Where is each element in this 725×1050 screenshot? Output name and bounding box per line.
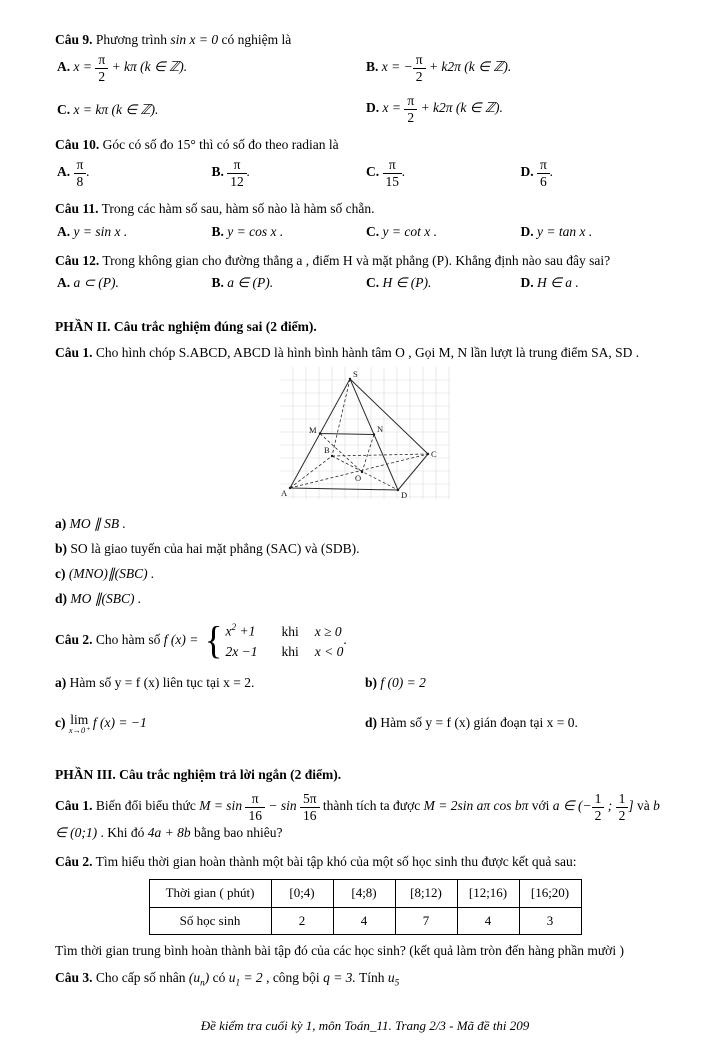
part2-question-2 <box>55 621 675 743</box>
case-keyword: khi <box>281 623 299 639</box>
question-11-text: Trong các hàm số sau, hàm số nào là hàm số chẵn. <box>101 201 375 217</box>
part3-question-1 <box>55 791 675 845</box>
table-row <box>149 880 581 907</box>
statement-key: c) <box>55 565 66 581</box>
question-11-stem <box>55 199 675 218</box>
option-formula: $\frac{\pi}{12}$ . <box>227 164 250 179</box>
option-key: A. <box>57 274 71 290</box>
question-12-option-d <box>521 273 676 292</box>
question-12-stem <box>55 251 675 270</box>
part2-q1-label: Câu 1. <box>55 345 93 361</box>
question-11-option-c <box>366 222 521 241</box>
part3-q2-label: Câu 2. <box>55 854 93 870</box>
interval-cell: [12;16) <box>457 880 519 907</box>
part3-question-3 <box>55 968 675 993</box>
option-key: C. <box>366 223 380 239</box>
option-key: D. <box>520 274 534 290</box>
page-footer: Đề kiểm tra cuối kỳ 1, môn Toán_11. Trang 2/3 - Mã đề thi 209 <box>200 1018 530 1034</box>
part2-q1-statement-d <box>55 589 675 608</box>
text-segment: có <box>209 969 229 985</box>
option-formula: $\frac{\pi}{6}$ . <box>537 164 553 179</box>
text-segment: Tính <box>355 969 388 985</box>
question-11-option-d <box>521 222 676 241</box>
figure-label-d: D <box>401 490 408 500</box>
part2-q2-label: Câu 2. <box>55 632 93 648</box>
part2-q1-statement-a <box>55 514 675 533</box>
statement-text: MO ∥(SBC) . <box>70 590 142 606</box>
option-key: A. <box>57 164 71 180</box>
question-10-label: Câu 10. <box>55 137 100 153</box>
part2-q1-statement-b <box>55 539 675 558</box>
statement-key: c) <box>55 715 66 731</box>
part3-q2-text: Tìm hiểu thời gian hoàn thành một bài tập khó của một số học sinh thu được kết quả sau: <box>95 854 577 870</box>
part2-q2-stem <box>55 621 675 661</box>
question-12 <box>55 251 675 295</box>
part2-q2-statements <box>55 667 675 741</box>
part2-question-1 <box>55 343 675 614</box>
statement-key: d) <box>365 715 378 731</box>
figure-label-c: C <box>431 449 437 460</box>
statement-text: MO ∥ SB . <box>69 515 126 531</box>
question-9-stem <box>55 30 675 49</box>
part2-q2-statement-c <box>55 713 365 735</box>
option-key: C. <box>57 101 71 117</box>
option-formula: H ∈ (P). <box>382 274 432 290</box>
part3-question-2 <box>55 852 675 960</box>
option-formula: y = tan x . <box>537 223 593 239</box>
part2-q1-stem <box>55 343 675 362</box>
question-12-option-b <box>212 273 367 292</box>
table-row <box>149 907 581 934</box>
statement-key: a) <box>55 515 67 531</box>
statement-text: SO là giao tuyến của hai mặt phẳng (SAC) và (SDB). <box>70 540 360 556</box>
option-key: B. <box>366 59 379 75</box>
option-key: D. <box>520 223 534 239</box>
question-10-options <box>57 157 675 189</box>
formula-segment: $u_5$ <box>387 969 400 988</box>
formula-segment: M = sin $\frac{\pi}{16}$ − sin $\frac{5\pi}{16}$ <box>199 798 319 813</box>
part3-q2-stem <box>55 852 675 871</box>
question-10-option-c <box>366 157 521 189</box>
question-12-text: Trong không gian cho đường thẳng a , điểm H và mặt phẳng (P). Khẳng định nào sau đây sai? <box>102 252 611 268</box>
option-formula: y = cot x . <box>382 223 437 239</box>
interval-cell: [16;20) <box>519 880 581 907</box>
option-formula: a ∈ (P). <box>227 274 274 290</box>
part2-q2-statement-b <box>365 673 675 692</box>
option-formula: x = $\frac{\pi}{2}$ + k2π (k ∈ ℤ). <box>382 93 503 125</box>
time-frequency-table <box>149 879 582 935</box>
option-formula: x = − $\frac{\pi}{2}$ + k2π (k ∈ ℤ). <box>381 52 512 84</box>
case-expression: $x^2 +1$ <box>225 622 256 639</box>
text-segment: Biến đổi biểu thức <box>95 798 200 814</box>
part3-q3-label: Câu 3. <box>55 969 93 985</box>
formula-segment: a ∈ (− $\frac{1}{2}$ ; $\frac{1}{2}$ ] <box>552 791 634 823</box>
case-row-1 <box>226 621 344 641</box>
question-10 <box>55 135 675 192</box>
case-column <box>225 621 347 661</box>
formula-segment: 4a + 8b <box>147 825 191 841</box>
formula-segment: $u_1 = 2$ <box>228 969 263 988</box>
option-formula: y = cos x . <box>227 223 284 239</box>
count-cell: 4 <box>333 907 395 934</box>
option-formula: a ⊂ (P). <box>73 274 119 290</box>
part2-q2-statement-d <box>365 713 675 735</box>
count-cell: 7 <box>395 907 457 934</box>
case-expression: 2x −1 <box>225 643 258 659</box>
statement-formula: f (0) = 2 <box>380 674 426 690</box>
option-key: B. <box>211 223 224 239</box>
formula-segment: b ∈ (0;1) <box>55 798 660 841</box>
option-key: D. <box>366 100 380 116</box>
interval-cell: [4;8) <box>333 880 395 907</box>
part2-q2-text: Cho hàm số <box>95 632 164 648</box>
statement-key: b) <box>55 540 68 556</box>
text-segment: bằng bao nhiêu? <box>190 825 283 841</box>
interval-cell: [8;12) <box>395 880 457 907</box>
part3-q2-question-text: Tìm thời gian trung bình hoàn thành bài tập đó của các học sinh? (kết quả làm tròn đến hàng phần mười ) <box>55 943 624 959</box>
option-formula: y = sin x . <box>73 223 128 239</box>
question-11 <box>55 199 675 243</box>
part2-q2-statement-a <box>55 673 365 692</box>
option-key: B. <box>211 274 224 290</box>
figure-label-b: B <box>324 445 330 456</box>
question-12-option-a <box>57 273 212 292</box>
text-segment: với <box>528 798 553 814</box>
piecewise-cases <box>204 619 347 663</box>
question-9-options <box>57 52 675 125</box>
part2-heading: PHẦN II. Câu trắc nghiệm đúng sai (2 điểm). <box>55 319 317 335</box>
statement-key: a) <box>55 674 67 690</box>
case-keyword: khi <box>281 643 299 659</box>
figure-label-m: M <box>309 425 317 436</box>
case-condition: x ≥ 0 <box>314 623 342 639</box>
formula-segment: M = 2sin aπ cos bπ <box>423 798 529 814</box>
figure-label-s: S <box>353 369 358 380</box>
part2-q1-text: Cho hình chóp S.ABCD, ABCD là hình bình hành tâm O , Gọi M, N lần lượt là trung điểm SA, SD . <box>95 345 640 361</box>
question-12-option-c <box>366 273 521 292</box>
option-key: A. <box>57 223 71 239</box>
question-9 <box>55 30 675 128</box>
formula-segment: $(u_n)$ <box>188 969 210 988</box>
count-cell: 4 <box>457 907 519 934</box>
question-9-option-b <box>366 52 675 84</box>
figure-label-o: O <box>355 473 362 484</box>
question-10-text: Góc có số đo 15° thì có số đo theo radian là <box>102 137 339 153</box>
statement-text: Hàm số y = f (x) gián đoạn tại x = 0. <box>380 715 578 731</box>
question-10-stem <box>55 135 675 154</box>
question-9-option-a <box>57 52 366 84</box>
part3-q1-label: Câu 1. <box>55 798 93 814</box>
option-key: C. <box>366 274 380 290</box>
option-formula: $\frac{\pi}{15}$ . <box>383 164 406 179</box>
question-12-options <box>57 273 675 292</box>
statement-key: b) <box>365 674 378 690</box>
question-10-option-b <box>212 157 367 189</box>
left-brace: { <box>204 619 223 663</box>
figure-label-a: A <box>281 488 288 499</box>
grid-horizontal-lines <box>280 380 450 500</box>
function-name: f (x) = <box>163 632 199 648</box>
question-9-option-d <box>366 93 675 125</box>
stem-period: . <box>343 632 347 648</box>
statement-text: (MNO)∥(SBC) . <box>68 565 155 581</box>
text-segment: , công bội <box>262 969 324 985</box>
text-segment: và <box>633 798 654 814</box>
option-formula: H ∈ a . <box>537 274 579 290</box>
statement-key: d) <box>55 590 68 606</box>
text-segment: Cho cấp số nhân <box>95 969 189 985</box>
count-cell: 2 <box>271 907 333 934</box>
text-segment: thành tích ta được <box>319 798 424 814</box>
text-segment: . Khi đó <box>97 825 148 841</box>
question-9-option-c <box>57 100 366 119</box>
question-9-text-after: có nghiệm là <box>218 32 292 47</box>
statement-text: Hàm số y = f (x) liên tục tại x = 2. <box>69 674 255 690</box>
question-11-option-b <box>212 222 367 241</box>
part2-q1-statement-c <box>55 564 675 583</box>
option-key: B. <box>211 164 224 180</box>
case-condition: x < 0 <box>314 643 344 659</box>
option-formula: x = $\frac{\pi}{2}$ + kπ (k ∈ ℤ). <box>73 52 188 84</box>
table-header-time: Thời gian ( phút) <box>149 880 271 907</box>
figure-wrap <box>55 367 675 504</box>
question-12-label: Câu 12. <box>55 252 100 268</box>
part3-q3-stem <box>55 968 675 990</box>
interval-cell: [0;4) <box>271 880 333 907</box>
case-row-2 <box>226 642 344 661</box>
statement-formula: lim x→0⁺ f (x) = −1 <box>68 712 147 735</box>
question-9-formula: sin x = 0 <box>170 32 219 47</box>
question-9-text: Phương trình <box>95 32 171 47</box>
question-10-option-d <box>521 157 676 189</box>
part3-heading: PHẦN III. Câu trắc nghiệm trả lời ngắn (2 điểm). <box>55 766 342 782</box>
table-header-count: Số học sinh <box>149 907 271 934</box>
option-key: C. <box>366 164 380 180</box>
part3-q1-stem <box>55 791 675 842</box>
question-10-option-a <box>57 157 212 189</box>
option-key: A. <box>57 59 71 75</box>
formula-segment: q = 3. <box>323 969 356 985</box>
option-key: D. <box>520 164 534 180</box>
figure-label-n: N <box>377 424 384 435</box>
count-cell: 3 <box>519 907 581 934</box>
option-formula: $\frac{\pi}{8}$ . <box>74 164 90 179</box>
option-formula: x = kπ (k ∈ ℤ). <box>73 101 159 117</box>
question-11-options <box>57 222 675 241</box>
question-11-option-a <box>57 222 212 241</box>
question-9-label: Câu 9. <box>55 32 93 47</box>
pyramid-figure <box>280 367 450 499</box>
question-11-label: Câu 11. <box>55 201 99 217</box>
